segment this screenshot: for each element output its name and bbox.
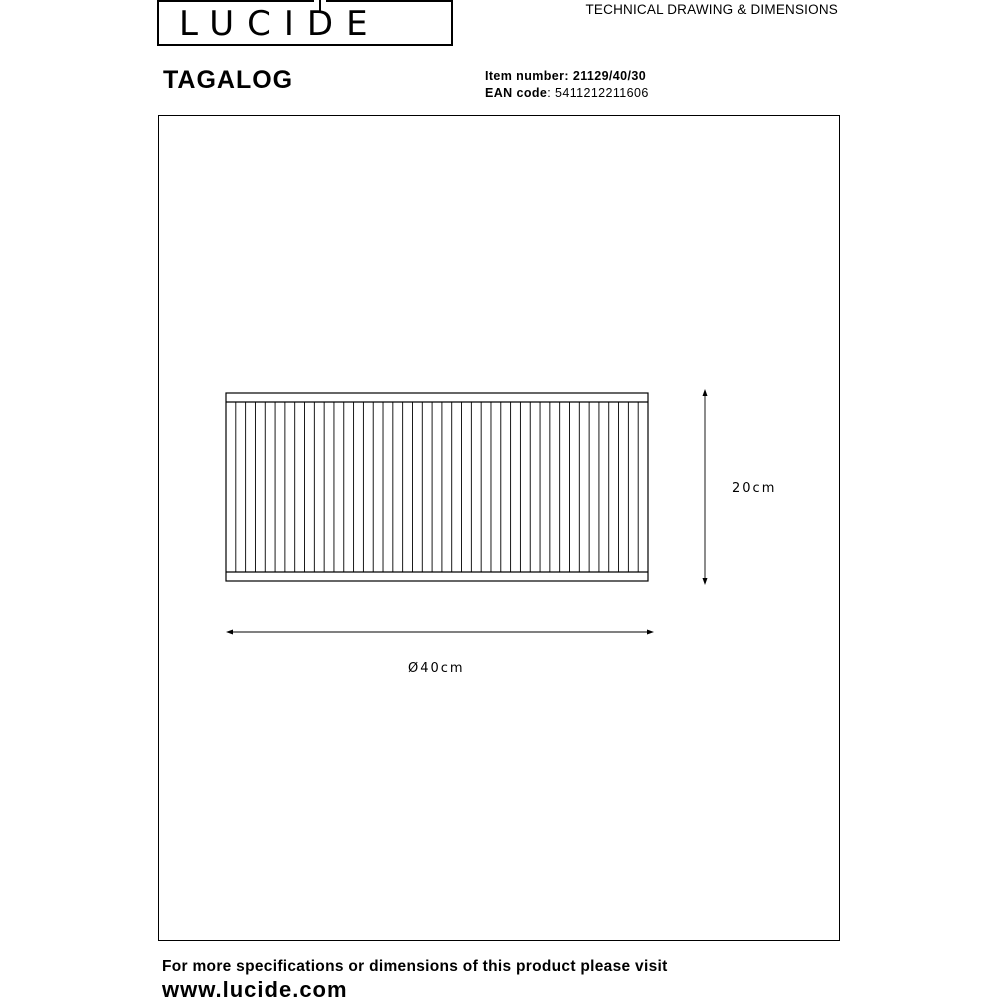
document-type: TECHNICAL DRAWING & DIMENSIONS xyxy=(585,2,838,17)
lampshade-outline xyxy=(226,393,648,581)
footer-note: For more specifications or dimensions of this product please visit xyxy=(162,958,668,975)
product-name: TAGALOG xyxy=(163,66,294,94)
ean-label: EAN code xyxy=(485,86,548,100)
ean-value: 5411212211606 xyxy=(555,86,649,100)
footer-website-link[interactable]: www.lucide.com xyxy=(162,977,348,1002)
item-number-value: 21129/40/30 xyxy=(572,69,647,83)
height-label: 20cm xyxy=(732,481,777,496)
lampshade-slats xyxy=(236,402,638,572)
item-number-row: Item number: 21129/40/30 xyxy=(485,69,647,83)
diameter-dimension xyxy=(226,630,654,635)
height-dimension xyxy=(703,389,708,585)
ean-row: EAN code: 5411212211606 xyxy=(485,86,649,100)
brand-logo-text: LUCIDE xyxy=(179,4,381,44)
diameter-label: Ø40cm xyxy=(408,661,465,676)
item-number-label: Item number xyxy=(485,69,565,83)
